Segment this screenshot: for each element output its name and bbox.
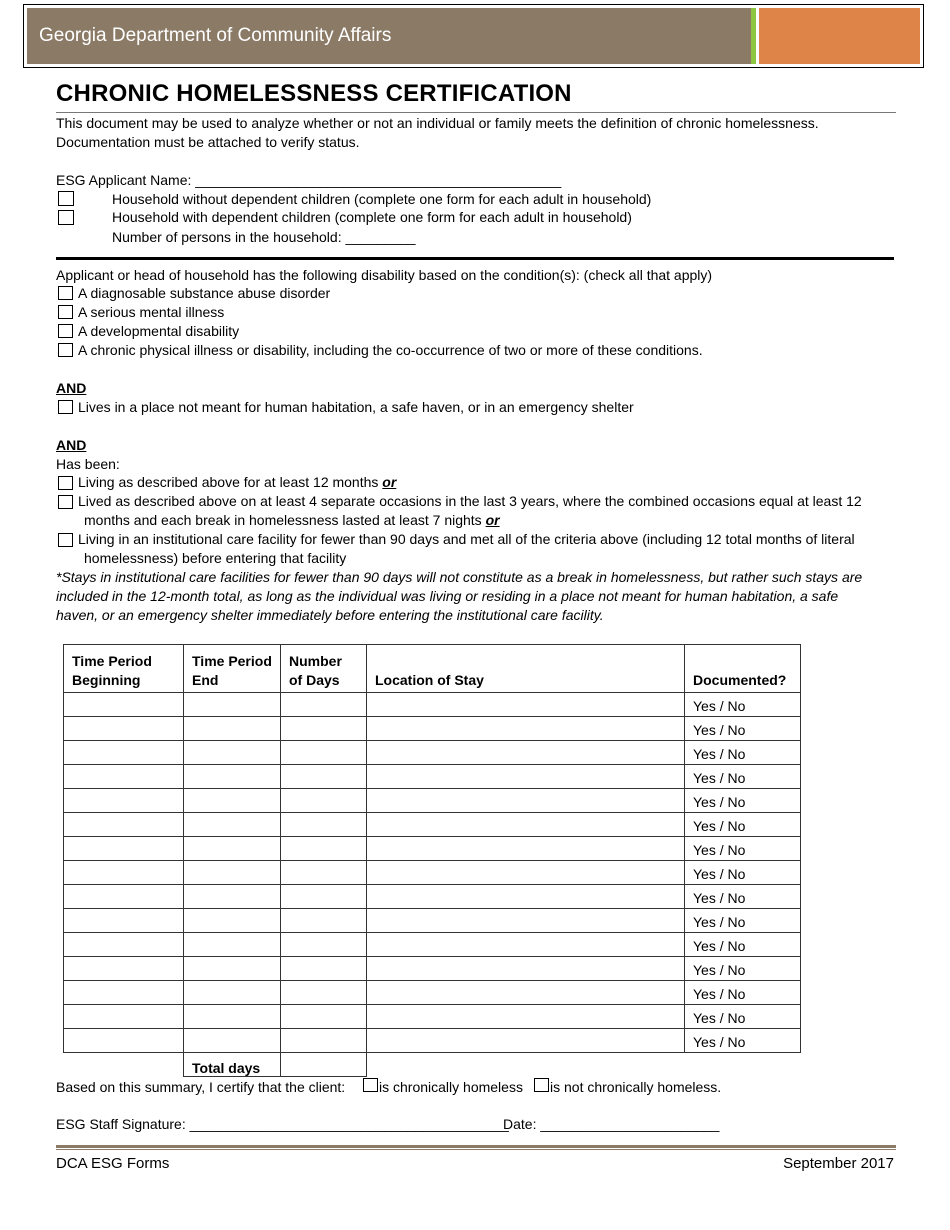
row-begin-cell[interactable] (64, 813, 184, 837)
applicant-name-field[interactable] (56, 172, 561, 188)
row-location-cell[interactable] (367, 789, 685, 813)
header-end-line-2: End (192, 672, 219, 688)
physical-illness-checkbox[interactable] (58, 343, 73, 357)
total-days-cell[interactable] (281, 1053, 367, 1077)
row-days-cell[interactable] (281, 813, 367, 837)
row-end-cell[interactable] (184, 741, 281, 765)
row-days-cell[interactable] (281, 933, 367, 957)
mental-illness-label: A serious mental illness (78, 304, 225, 320)
row-location-cell[interactable] (367, 813, 685, 837)
row-documented-cell[interactable]: Yes / No (685, 789, 801, 813)
row-begin-cell[interactable] (64, 1029, 184, 1053)
row-begin-cell[interactable] (64, 837, 184, 861)
row-days-cell[interactable] (281, 861, 367, 885)
row-begin-cell[interactable] (64, 933, 184, 957)
total-row (64, 1053, 801, 1077)
row-location-cell[interactable] (367, 837, 685, 861)
header-begin-line-1: Time Period (72, 653, 152, 669)
table-row (64, 981, 801, 1005)
row-documented-cell[interactable]: Yes / No (685, 1029, 801, 1053)
developmental-disability-checkbox[interactable] (58, 324, 73, 338)
table-row (64, 789, 801, 813)
title-divider (56, 112, 896, 113)
total-spacer (64, 1053, 184, 1077)
disability-intro: Applicant or head of household has the following disability based on the condition(s): (check all that apply) (56, 267, 713, 283)
page-title: CHRONIC HOMELESSNESS CERTIFICATION (56, 80, 572, 107)
has-been-label: Has been: (56, 456, 120, 472)
row-location-cell[interactable] (367, 957, 685, 981)
four-occasions-text: months and each break in homelessness lasted at least 7 nights (84, 512, 486, 528)
header-days-line-1: Number (289, 653, 342, 669)
row-begin-cell[interactable] (64, 909, 184, 933)
row-location-cell[interactable] (367, 1029, 685, 1053)
total-days-label: Total days (184, 1053, 281, 1077)
row-documented-cell[interactable]: Yes / No (685, 909, 801, 933)
row-location-cell[interactable] (367, 765, 685, 789)
table-row (64, 885, 801, 909)
row-documented-cell[interactable]: Yes / No (685, 837, 801, 861)
row-days-cell[interactable] (281, 957, 367, 981)
agency-name: Georgia Department of Community Affairs (39, 25, 392, 46)
not-chronically-homeless-checkbox[interactable] (534, 1078, 549, 1092)
row-days-cell[interactable] (281, 837, 367, 861)
row-days-cell[interactable] (281, 885, 367, 909)
twelve-months-checkbox[interactable] (58, 476, 73, 490)
row-days-cell[interactable] (281, 1005, 367, 1029)
table-row (64, 1029, 801, 1053)
row-begin-cell[interactable] (64, 957, 184, 981)
row-begin-cell[interactable] (64, 861, 184, 885)
household-without-children-checkbox[interactable] (58, 191, 74, 206)
certify-label: Based on this summary, I certify that the client: (56, 1079, 346, 1095)
header-end (184, 645, 281, 693)
row-location-cell[interactable] (367, 693, 685, 717)
institutional-note-line-3: haven, or an emergency shelter immediately before entering the institutional care facility. (56, 607, 604, 623)
mental-illness-checkbox[interactable] (58, 305, 73, 319)
stays-table (63, 644, 801, 1077)
table-row (64, 837, 801, 861)
row-location-cell[interactable] (367, 741, 685, 765)
section-divider (56, 257, 894, 260)
lives-not-habitable-checkbox[interactable] (58, 400, 73, 414)
chronically-homeless-label: is chronically homeless (379, 1079, 523, 1095)
staff-signature-field[interactable]: ESG Staff Signature: _________________________________________ (56, 1116, 509, 1132)
row-location-cell[interactable] (367, 909, 685, 933)
row-days-cell[interactable] (281, 1029, 367, 1053)
header-begin (64, 645, 184, 693)
row-location-cell[interactable] (367, 717, 685, 741)
and-label-1: AND (56, 380, 87, 396)
row-location-cell[interactable] (367, 981, 685, 1005)
row-days-cell[interactable] (281, 765, 367, 789)
banner-orange-block (759, 8, 920, 64)
row-begin-cell[interactable] (64, 789, 184, 813)
table-row (64, 741, 801, 765)
row-days-cell[interactable] (281, 981, 367, 1005)
row-documented-cell[interactable]: Yes / No (685, 765, 801, 789)
table-row (64, 1005, 801, 1029)
table-row (64, 909, 801, 933)
table-row (64, 717, 801, 741)
lives-not-habitable-label: Lives in a place not meant for human habitation, a safe haven, or in an emergency shelter (78, 399, 634, 415)
household-with-children-label: Household with dependent children (complete one form for each adult in household) (112, 209, 632, 225)
row-days-cell[interactable] (281, 741, 367, 765)
table-row (64, 957, 801, 981)
row-documented-cell[interactable]: Yes / No (685, 933, 801, 957)
row-location-cell[interactable] (367, 861, 685, 885)
household-with-children-checkbox[interactable] (58, 210, 74, 225)
header-end-line-1: Time Period (192, 653, 272, 669)
twelve-months-text: Living as described above for at least 12 months (78, 474, 383, 490)
physical-illness-label: A chronic physical illness or disability, including the co-occurrence of two or more of these conditions. (78, 342, 703, 358)
row-begin-cell[interactable] (64, 765, 184, 789)
row-end-cell[interactable] (184, 837, 281, 861)
header-begin-line-2: Beginning (72, 672, 141, 688)
and-label-2: AND (56, 437, 87, 453)
row-begin-cell[interactable] (64, 741, 184, 765)
row-documented-cell[interactable]: Yes / No (685, 1005, 801, 1029)
applicant-name-line: _______________________________________________ (195, 172, 562, 188)
row-documented-cell[interactable]: Yes / No (685, 885, 801, 909)
or-conjunction-2: or (485, 512, 500, 528)
row-end-cell[interactable] (184, 861, 281, 885)
table-row (64, 861, 801, 885)
or-conjunction-1: or (382, 474, 397, 490)
row-documented-cell[interactable]: Yes / No (685, 741, 801, 765)
twelve-months-label (78, 474, 396, 490)
footer-divider-thin (56, 1149, 896, 1150)
row-end-cell[interactable] (184, 693, 281, 717)
total-spacer-2 (367, 1053, 685, 1077)
row-begin-cell[interactable] (64, 981, 184, 1005)
header-banner (27, 8, 920, 64)
row-end-cell[interactable] (184, 981, 281, 1005)
row-documented-cell[interactable]: Yes / No (685, 981, 801, 1005)
table-row (64, 765, 801, 789)
row-end-cell[interactable] (184, 765, 281, 789)
table-header-row (64, 645, 801, 693)
substance-abuse-checkbox[interactable] (58, 286, 73, 300)
row-end-cell[interactable] (184, 957, 281, 981)
row-location-cell[interactable] (367, 933, 685, 957)
institutional-care-line-2: homelessness) before entering that facility (84, 550, 347, 566)
row-end-cell[interactable] (184, 1029, 281, 1053)
institutional-note-line-2: included in the 12-month total, as long as the individual was living or residing in a place not meant for human habitation, a safe (56, 588, 839, 604)
household-without-children-label: Household without dependent children (complete one form for each adult in household) (112, 191, 652, 207)
household-persons-field[interactable]: Number of persons in the household: _________ (112, 229, 416, 245)
row-days-cell[interactable] (281, 693, 367, 717)
row-begin-cell[interactable] (64, 693, 184, 717)
row-end-cell[interactable] (184, 933, 281, 957)
row-end-cell[interactable] (184, 813, 281, 837)
four-occasions-checkbox[interactable] (58, 495, 73, 509)
not-chronically-homeless-label: is not chronically homeless. (550, 1079, 722, 1095)
row-location-cell[interactable] (367, 1005, 685, 1029)
row-documented-cell[interactable]: Yes / No (685, 717, 801, 741)
intro-line-2: Documentation must be attached to verify status. (56, 134, 360, 150)
row-begin-cell[interactable] (64, 885, 184, 909)
header-documented: Documented? (685, 645, 801, 693)
header-days-line-2: of Days (289, 672, 340, 688)
institutional-care-checkbox[interactable] (58, 533, 73, 547)
row-documented-cell[interactable]: Yes / No (685, 861, 801, 885)
four-occasions-line-2 (84, 512, 500, 528)
table-row (64, 813, 801, 837)
row-begin-cell[interactable] (64, 717, 184, 741)
footer-left: DCA ESG Forms (56, 1155, 170, 1172)
row-days-cell[interactable] (281, 909, 367, 933)
row-documented-cell[interactable]: Yes / No (685, 957, 801, 981)
four-occasions-line-1: Lived as described above on at least 4 separate occasions in the last 3 years, where the combined occasions equal at least 12 (78, 493, 862, 509)
footer-right: September 2017 (783, 1155, 894, 1172)
row-end-cell[interactable] (184, 885, 281, 909)
institutional-note-line-1: *Stays in institutional care facilities for fewer than 90 days will not constitute as a break in homelessness, but rather such stays are (56, 569, 863, 585)
intro-line-1: This document may be used to analyze whether or not an individual or family meets the definition of chronic homelessness. (56, 115, 819, 131)
row-documented-cell[interactable]: Yes / No (685, 813, 801, 837)
developmental-disability-label: A developmental disability (78, 323, 240, 339)
date-field[interactable]: Date: _______________________ (503, 1116, 720, 1132)
row-end-cell[interactable] (184, 789, 281, 813)
applicant-name-label: ESG Applicant Name: (56, 172, 196, 188)
row-end-cell[interactable] (184, 717, 281, 741)
row-begin-cell[interactable] (64, 1005, 184, 1029)
row-end-cell[interactable] (184, 909, 281, 933)
header-days (281, 645, 367, 693)
row-location-cell[interactable] (367, 885, 685, 909)
row-days-cell[interactable] (281, 717, 367, 741)
chronically-homeless-checkbox[interactable] (363, 1078, 378, 1092)
total-spacer-3 (685, 1053, 801, 1077)
table-row (64, 933, 801, 957)
substance-abuse-label: A diagnosable substance abuse disorder (78, 285, 331, 301)
row-days-cell[interactable] (281, 789, 367, 813)
institutional-care-line-1: Living in an institutional care facility for fewer than 90 days and met all of the criteria above (including 12 total months of literal (78, 531, 855, 547)
table-row (64, 693, 801, 717)
footer-divider (56, 1145, 896, 1148)
row-documented-cell[interactable]: Yes / No (685, 693, 801, 717)
header-location: Location of Stay (367, 645, 685, 693)
row-end-cell[interactable] (184, 1005, 281, 1029)
